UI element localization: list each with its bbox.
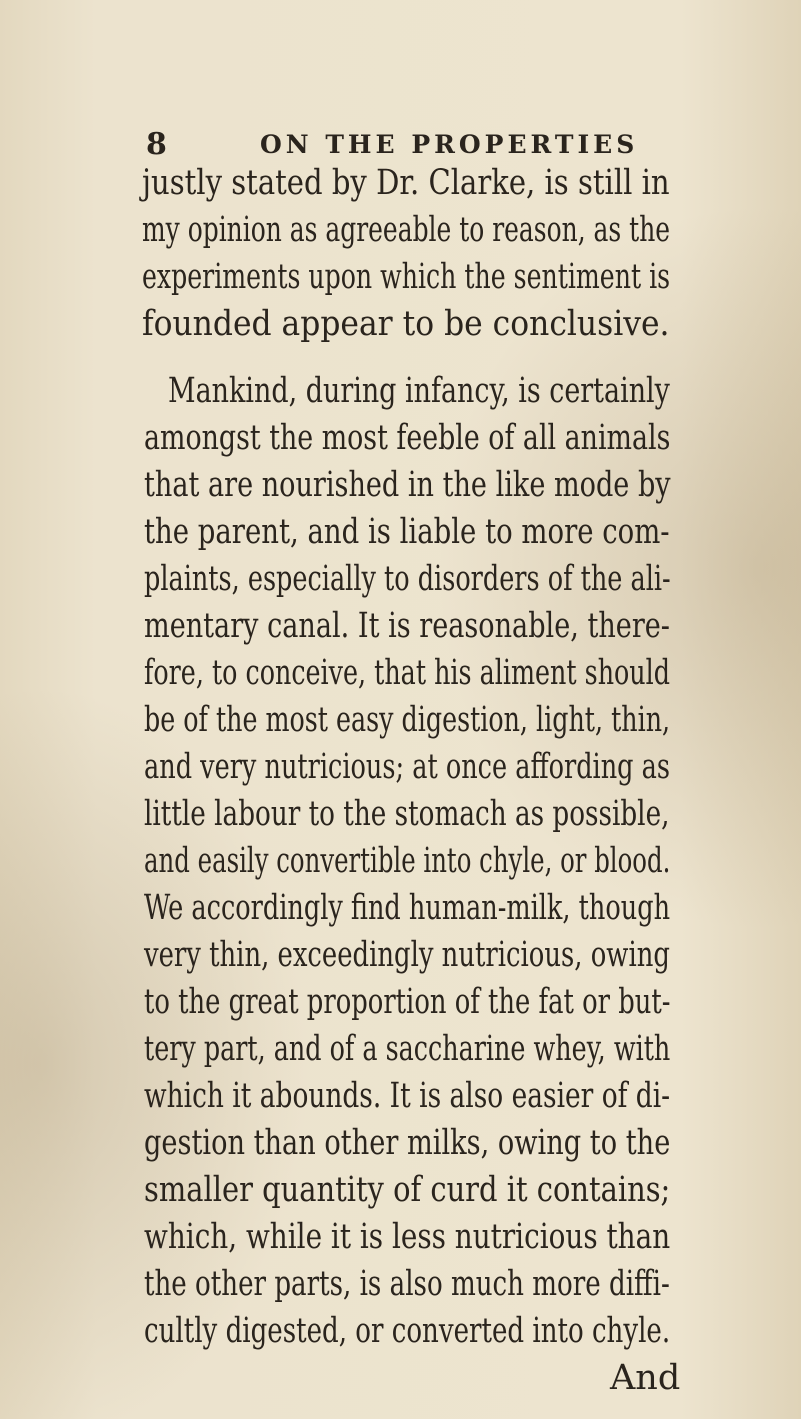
text-line: the other parts, is also much more diffi- bbox=[144, 1264, 670, 1304]
text-line: be of the most easy digestion, light, thin, bbox=[144, 700, 671, 740]
text-line: justly stated by Dr. Clarke, is still in bbox=[142, 163, 670, 203]
page-number: 8 bbox=[146, 127, 167, 162]
text-line: and very nutricious; at once affording as bbox=[144, 747, 671, 787]
text-line: and easily convertible into chyle, or blood. bbox=[144, 841, 671, 881]
text-line: the parent, and is liable to more com- bbox=[144, 512, 670, 552]
text-line: We accordingly find human-milk, though bbox=[144, 888, 671, 928]
text-line: mentary canal. It is reasonable, there- bbox=[144, 606, 670, 646]
running-head: ON THE PROPERTIES bbox=[260, 130, 639, 159]
text-line: amongst the most feeble of all animals bbox=[144, 418, 671, 458]
text-line: Mankind, during infancy, is certainly bbox=[168, 371, 670, 411]
text-line: to the great proportion of the fat or but- bbox=[144, 982, 671, 1022]
text-line: little labour to the stomach as possible, bbox=[144, 794, 670, 834]
text-line: gestion than other milks, owing to the bbox=[144, 1123, 671, 1163]
text-line: plaints, especially to disorders of the ali- bbox=[144, 559, 671, 599]
text-line: smaller quantity of curd it contains; bbox=[144, 1170, 671, 1210]
text-line: tery part, and of a saccharine whey, with bbox=[144, 1029, 671, 1069]
text-line: fore, to conceive, that his aliment should bbox=[144, 653, 671, 693]
text-line: experiments upon which the sentiment is bbox=[142, 257, 671, 297]
text-line: that are nourished in the like mode by bbox=[144, 465, 671, 505]
text-line: which it abounds. It is also easier of di- bbox=[144, 1076, 671, 1116]
text-line: which, while it is less nutricious than bbox=[144, 1217, 671, 1257]
text-line: very thin, exceedingly nutricious, owing bbox=[144, 935, 670, 975]
text-line: my opinion as agreeable to reason, as the bbox=[142, 210, 671, 250]
text-line: founded appear to be conclusive. bbox=[142, 304, 670, 344]
catchword: And bbox=[610, 1358, 681, 1398]
text-line: cultly digested, or converted into chyle. bbox=[144, 1311, 671, 1351]
